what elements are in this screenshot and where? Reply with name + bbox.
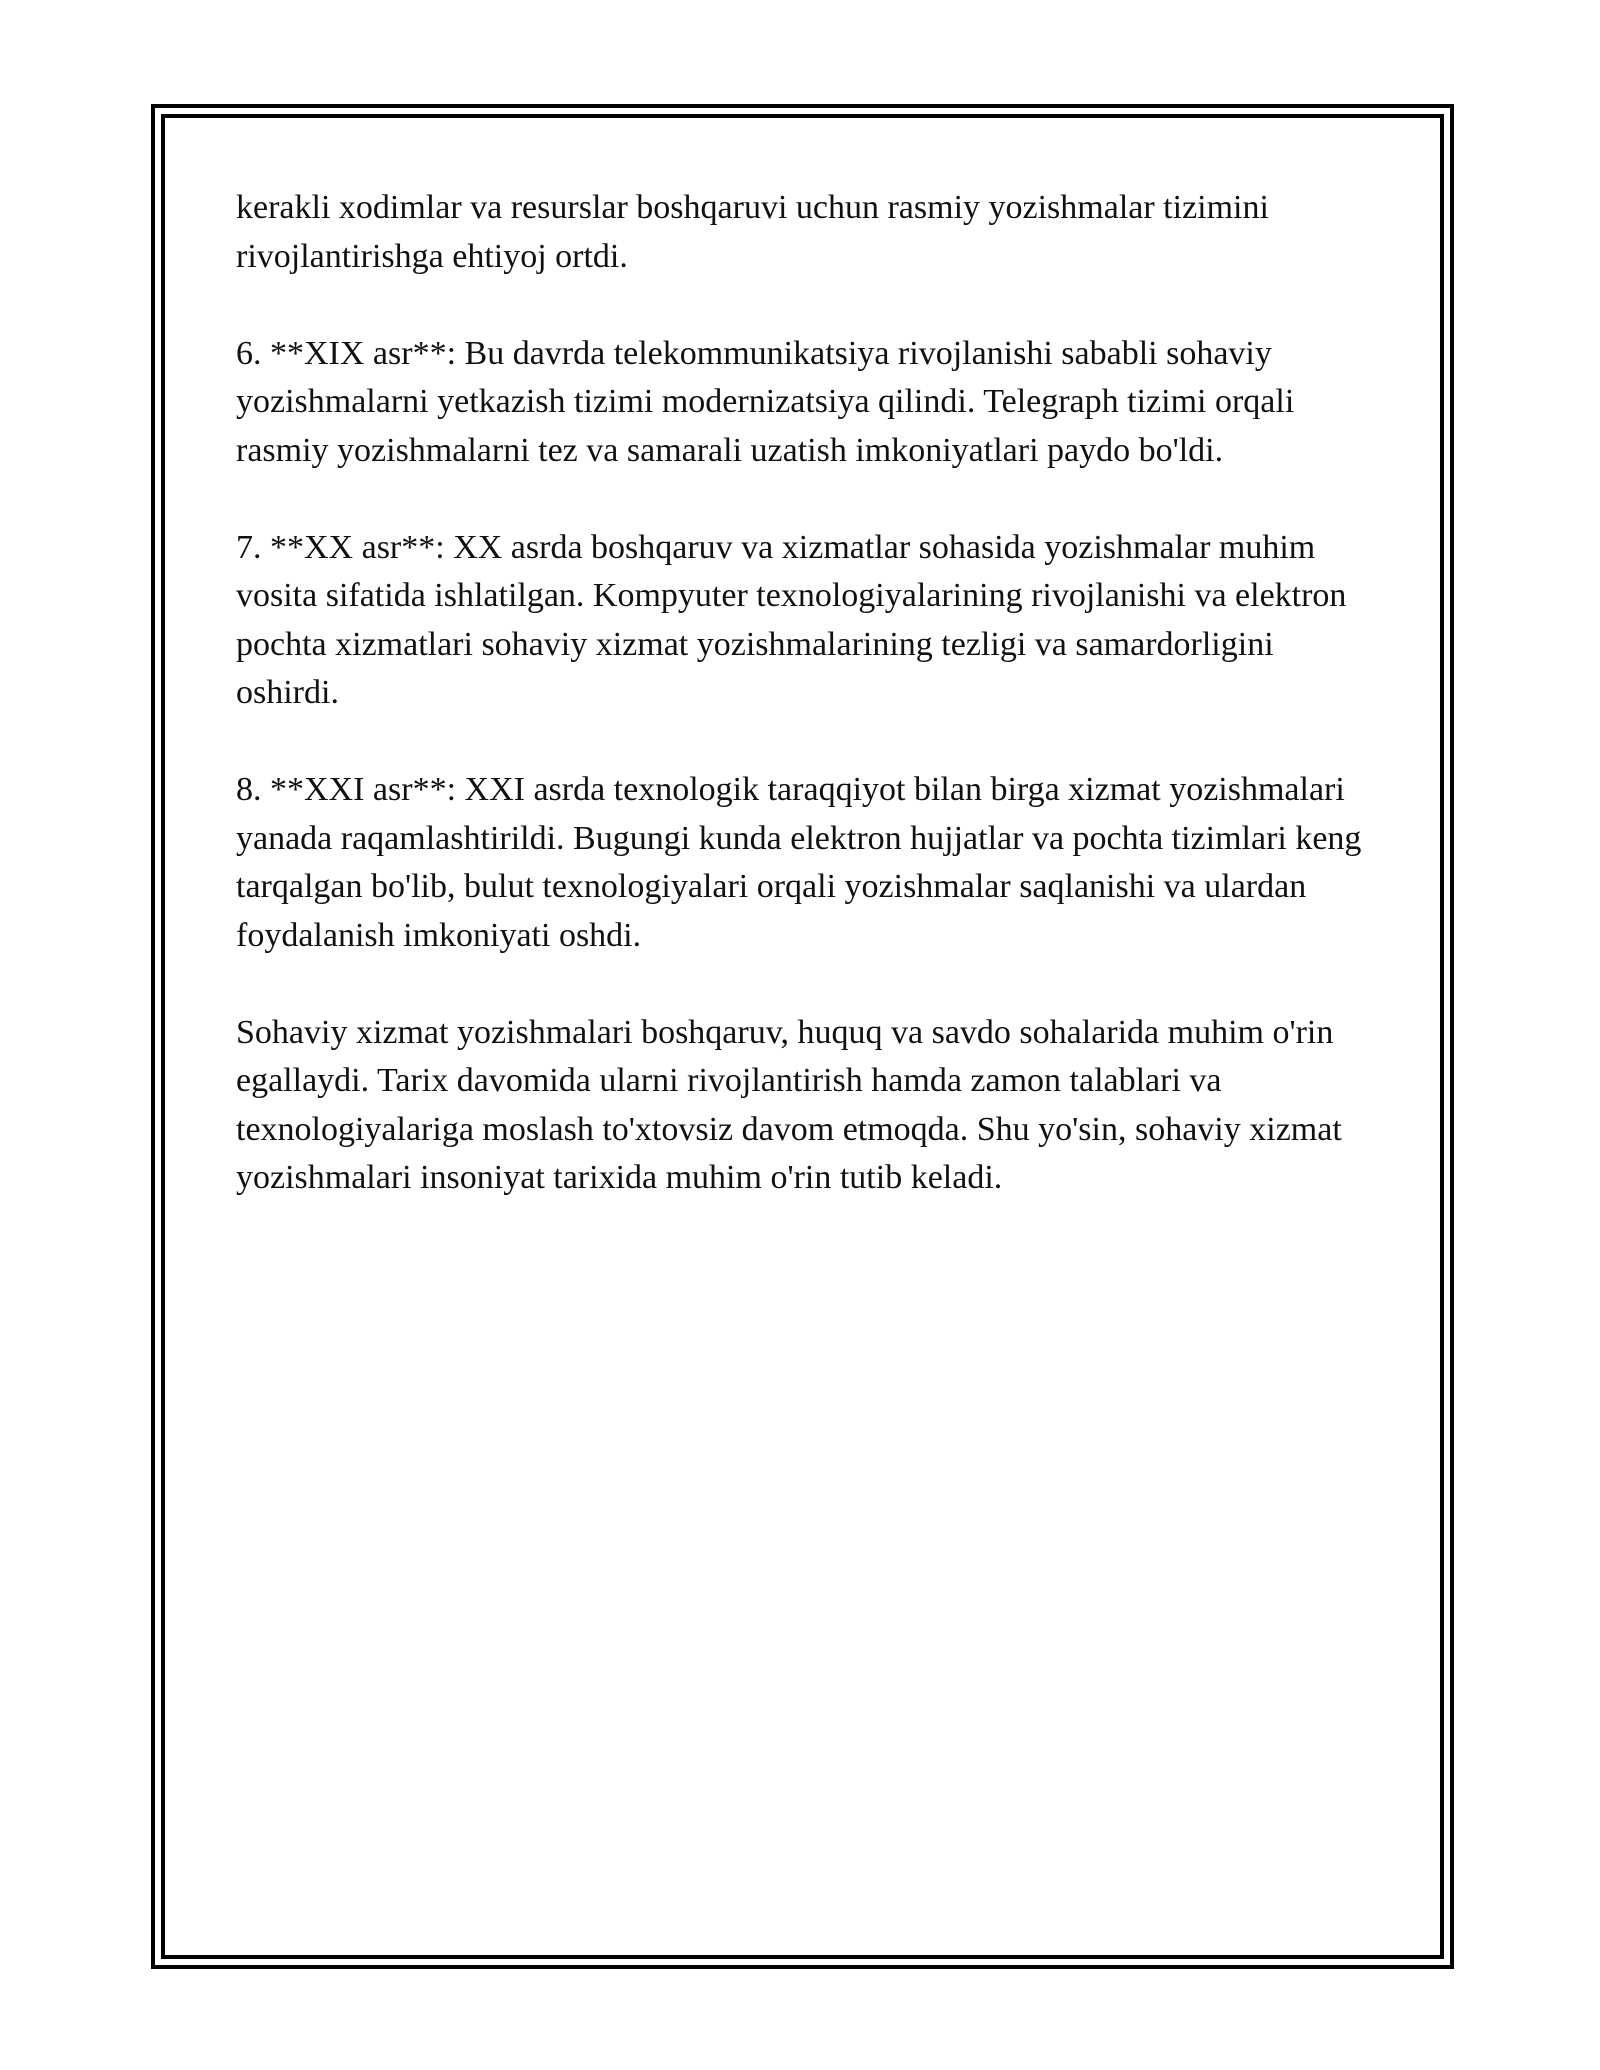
- paragraph-xx-century: 7. **XX asr**: XX asrda boshqaruv va xizmatlar sohasida yozishmalar muhim vosita sifatida ishlatilgan. Kompyuter texnologiyalarining rivojlanishi va elektron pochta xizmatlari sohaviy xizmat yozishmalarining tezligi va samardorligini oshirdi.: [236, 528, 1347, 711]
- paragraph-conclusion: Sohaviy xizmat yozishmalari boshqaruv, huquq va savdo sohalarida muhim o'rin egallaydi. Tarix davomida ularni rivojlantirish hamda zamon talablari va texnologiyalariga moslash to'xtovsiz davom etmoqda. Shu yo'sin, sohaviy xizmat yozishmalari insoniyat tarixida muhim o'rin tutib keladi.: [236, 1013, 1342, 1196]
- paragraph-continuation: kerakli xodimlar va resurslar boshqaruvi uchun rasmiy yozishmalar tizimini rivojlantirishga ehtiyoj ortdi.: [236, 189, 1269, 275]
- paragraph-xix-century: 6. **XIX asr**: Bu davrda telekommunikatsiya rivojlanishi sababli sohaviy yozishmalarni yetkazish tizimi modernizatsiya qilindi. Telegraph tizimi orqali rasmiy yozishmalarni tez va samarali uzatish imkoniyatlari paydo bo'ldi.: [236, 334, 1295, 469]
- document-body: [236, 184, 1376, 1203]
- paragraph-xxi-century: 8. **XXI asr**: XXI asrda texnologik taraqqiyot bilan birga xizmat yozishmalari yanada raqamlashtirildi. Bugungi kunda elektron hujjatlar va pochta tizimlari keng tarqalgan bo'lib, bulut texnologiyalari orqali yozishmalar saqlanishi va ulardan foydalanish imkoniyati oshdi.: [236, 771, 1362, 954]
